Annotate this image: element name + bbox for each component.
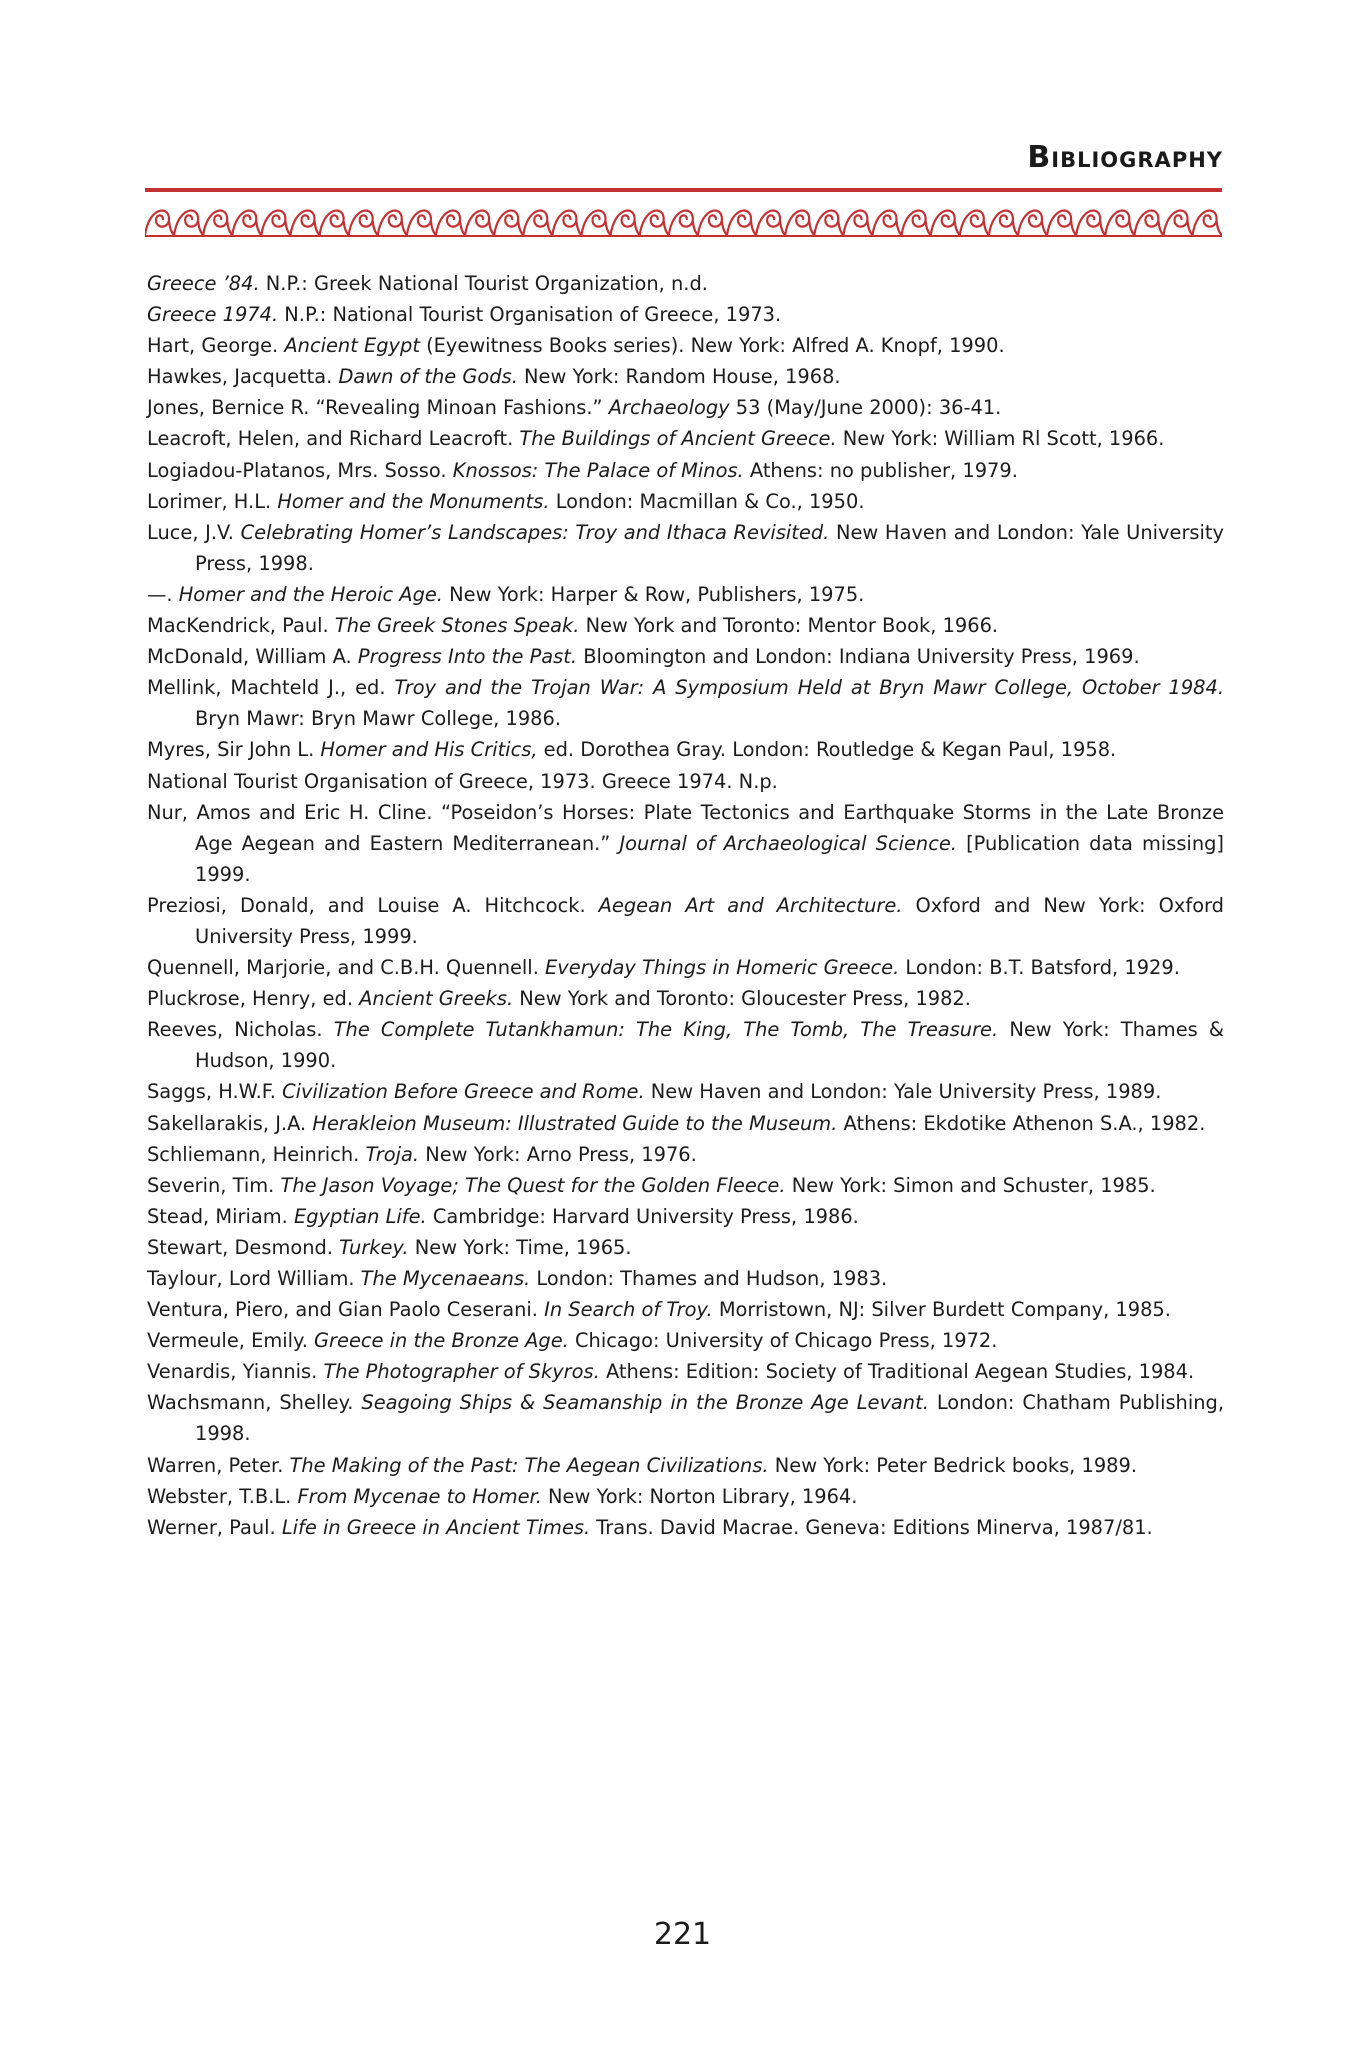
ornament-wave: [1047, 211, 1076, 235]
ornament-wave: [378, 211, 407, 235]
entry-text: New York: Random House, 1968.: [517, 365, 841, 389]
ornament-wave: [407, 211, 436, 235]
entry-text: New York: William Rl Scott, 1966.: [836, 427, 1165, 451]
ornament-wave: [902, 211, 931, 235]
entry-text: New York: Harper & Row, Publishers, 1975.: [442, 582, 865, 606]
ornament-wave: [465, 211, 494, 235]
entry-title: Homer and His Critics,: [320, 738, 538, 762]
bibliography-entry: [147, 1076, 1224, 1107]
entry-text: New York: Thames & Hudson, 1990.: [195, 1018, 1231, 1073]
bibliography-entry: [147, 1387, 1231, 1449]
entry-text: New York: Time, 1965.: [408, 1235, 632, 1259]
entry-text: Logiadou-Platanos, Mrs. Sosso.: [147, 458, 453, 482]
entry-text: Myres, Sir John L.: [147, 738, 321, 762]
entry-text: New Haven and London: Yale University Press, 1989.: [644, 1080, 1162, 1104]
entry-title: Life in Greece in Ancient Times.: [281, 1515, 591, 1539]
entry-title: The Jason Voyage; The Quest for the Golden Fleece.: [280, 1173, 786, 1197]
ornament-wave: [203, 211, 232, 235]
entry-text: McDonald, William A.: [147, 645, 358, 669]
entry-text: Athens: Ekdotike Athenon S.A., 1982.: [837, 1111, 1206, 1135]
ornament-wave: [494, 211, 523, 235]
ornament-wave: [640, 211, 669, 235]
entry-text: New York: Arno Press, 1976.: [419, 1142, 697, 1166]
entry-text: London: B.T. Batsford, 1929.: [899, 956, 1180, 980]
ornament-wave: [960, 211, 989, 235]
ornament-wave: [436, 211, 465, 235]
entry-title: Celebrating Homer’s Landscapes: Troy and Ithaca Revisited.: [240, 520, 830, 544]
bibliography-entry: [147, 641, 1224, 672]
entry-text: London: Thames and Hudson, 1983.: [530, 1267, 888, 1290]
bibliography-entry: [147, 517, 1231, 579]
entry-title: Progress Into the Past.: [357, 645, 578, 669]
entry-title: Homer and the Monuments.: [277, 489, 550, 513]
entry-text: N.P.: Greek National Tourist Organization, n.d.: [259, 272, 708, 295]
entry-text: Chicago: University of Chicago Press, 1972.: [568, 1329, 998, 1353]
ornament-wave: [785, 211, 814, 235]
entry-title: Civilization Before Greece and Rome.: [282, 1080, 645, 1104]
ornament-wave: [1105, 211, 1134, 235]
bibliography-entry: [147, 1325, 1224, 1356]
ornament-wave: [873, 211, 902, 235]
bibliography-entry: [147, 1450, 1224, 1481]
entry-text: MacKendrick, Paul.: [147, 614, 335, 638]
bibliography-entry: [147, 672, 1231, 734]
ornament-wave: [349, 211, 378, 235]
entry-title: Ancient Greeks.: [359, 987, 514, 1011]
entry-title: From Mycenae to Homer.: [297, 1484, 542, 1508]
bibliography-entry: [147, 797, 1231, 890]
entry-title: Troy and the Trojan War: A Symposium Held at Bryn Mawr College, October 1984.: [394, 676, 1224, 700]
entry-text: Nur, Amos and Eric H. Cline. “Poseidon’s Horses: Plate Tectonics and Earthquake Storms in the Late Bronze Age Aegean and Eastern Mediterranean.”: [147, 800, 1231, 855]
ornament-wave: [291, 211, 320, 235]
entry-text: Severin, Tim.: [147, 1173, 281, 1197]
bibliography-entry: [147, 1108, 1224, 1139]
bibliography-entry: [147, 1512, 1224, 1543]
running-head-title: Bibliography: [1027, 140, 1223, 175]
bibliography-entry: [147, 579, 1224, 610]
ornament-wave: [1018, 211, 1047, 235]
ornament-wave: [145, 211, 174, 235]
entry-title: The Buildings of Ancient Greece.: [519, 427, 837, 451]
entry-text: Wachsmann, Shelley.: [147, 1391, 362, 1415]
entry-text: New York and Toronto: Gloucester Press, 1982.: [513, 987, 971, 1011]
bibliography-entry: [147, 486, 1224, 517]
entry-title: Turkey.: [339, 1235, 409, 1259]
entry-title: Ancient Egypt: [284, 334, 420, 358]
bibliography-entry: [147, 330, 1224, 361]
ornament-wave: [1193, 211, 1222, 235]
entry-text: Warren, Peter.: [147, 1453, 290, 1477]
entry-title: Greece in the Bronze Age.: [314, 1329, 569, 1353]
entry-text: Luce, J.V.: [147, 520, 241, 544]
entry-text: Hawkes, Jacquetta.: [147, 365, 339, 389]
entry-text: —.: [147, 582, 179, 606]
bibliography-entry: [147, 1139, 1224, 1170]
entry-text: New York: Simon and Schuster, 1985.: [785, 1173, 1156, 1197]
ornament-wave: [814, 211, 843, 235]
header-rule: [145, 188, 1222, 192]
ornament-wave: [582, 211, 611, 235]
ornament-wave: [261, 211, 290, 235]
entry-text: ed. Dorothea Gray. London: Routledge & Kegan Paul, 1958.: [537, 738, 1117, 762]
entry-text: Cambridge: Harvard University Press, 1986.: [426, 1204, 859, 1228]
ornament-wave: [232, 211, 261, 235]
entry-title: The Greek Stones Speak.: [334, 614, 580, 638]
bibliography-entry: [147, 1263, 1224, 1294]
entry-text: Preziosi, Donald, and Louise A. Hitchcock.: [147, 893, 599, 917]
entry-title: Greece 1974.: [147, 303, 279, 327]
bibliography-entry: [147, 299, 1224, 330]
ornament-wave: [552, 211, 581, 235]
entry-text: Athens: Edition: Society of Traditional Aegean Studies, 1984.: [599, 1360, 1195, 1384]
entry-text: London: Chatham Publishing, 1998.: [195, 1391, 1231, 1446]
entry-title: Journal of Archaeological Science.: [619, 831, 957, 855]
bibliography-entry: [147, 392, 1224, 423]
entry-title: Dawn of the Gods.: [338, 365, 518, 389]
bibliography-entry: [147, 610, 1224, 641]
entry-title: Everyday Things in Homeric Greece.: [545, 956, 900, 980]
entry-text: N.P.: National Tourist Organisation of Greece, 1973.: [278, 303, 782, 327]
entry-title: Herakleion Museum: Illustrated Guide to the Museum.: [312, 1111, 838, 1135]
entry-text: Athens: no publisher, 1979.: [743, 458, 1018, 482]
entry-text: New Haven and London: Yale University Press, 1998.: [195, 520, 1231, 575]
ornament-wave: [669, 211, 698, 235]
entry-text: Mellink, Machteld J., ed.: [147, 676, 395, 700]
bibliography-entry: [147, 268, 1224, 299]
bibliography-entry: [147, 952, 1224, 983]
entry-text: Ventura, Piero, and Gian Paolo Ceserani.: [147, 1298, 545, 1322]
ornament-wave: [727, 211, 756, 235]
entry-text: Bryn Mawr: Bryn Mawr College, 1986.: [195, 676, 1231, 731]
entry-text: Lorimer, H.L.: [147, 489, 278, 513]
ornament-wave: [1134, 211, 1163, 235]
entry-text: New York: Peter Bedrick books, 1989.: [768, 1453, 1138, 1477]
entry-title: Seagoing Ships & Seamanship in the Bronze Age Levant.: [361, 1391, 929, 1415]
entry-title: The Complete Tutankhamun: The King, The Tomb, The Treasure.: [333, 1018, 999, 1042]
ornament-wave: [320, 211, 349, 235]
entry-text: Stewart, Desmond.: [147, 1235, 340, 1259]
ornament-wave: [989, 211, 1018, 235]
meander-border-ornament: [145, 199, 1222, 239]
bibliography-entry: [147, 766, 1224, 797]
entry-text: Quennell, Marjorie, and C.B.H. Quennell.: [147, 956, 546, 980]
bibliography-entry: [147, 1170, 1224, 1201]
ornament-wave: [523, 211, 552, 235]
entry-text: Morristown, NJ: Silver Burdett Company, 1985.: [712, 1298, 1171, 1322]
bibliography-entry: [147, 455, 1224, 486]
entry-text: New York: Norton Library, 1964.: [541, 1484, 858, 1508]
entry-text: Werner, Paul.: [147, 1515, 282, 1539]
bibliography-entry: [147, 734, 1224, 765]
entry-text: Jones, Bernice R. “Revealing Minoan Fashions.”: [147, 396, 609, 420]
ornament-wave: [756, 211, 785, 235]
bibliography-entry: [147, 983, 1224, 1014]
entry-title: Greece ’84.: [147, 272, 260, 295]
bibliography-entry: [147, 890, 1231, 952]
entry-text: Stead, Miriam.: [147, 1204, 294, 1228]
bibliography-entry: [147, 1014, 1231, 1076]
bibliography-entry: [147, 1481, 1224, 1512]
entry-text: Vermeule, Emily.: [147, 1329, 315, 1353]
entry-text: Webster, T.B.L.: [147, 1484, 298, 1508]
entry-title: Archaeology: [608, 396, 730, 420]
entry-text: London: Macmillan & Co., 1950.: [549, 489, 865, 513]
ornament-wave: [611, 211, 640, 235]
entry-text: Venardis, Yiannis.: [147, 1360, 324, 1384]
ornament-wave: [698, 211, 727, 235]
entry-text: Taylour, Lord William.: [147, 1267, 361, 1290]
ornament-wave: [174, 211, 203, 235]
entry-title: The Mycenaeans.: [360, 1267, 531, 1290]
entry-text: Reeves, Nicholas.: [147, 1018, 334, 1042]
entry-text: Sakellarakis, J.A.: [147, 1111, 313, 1135]
page-number: 221: [653, 1917, 712, 1952]
entry-title: The Making of the Past: The Aegean Civilizations.: [289, 1453, 769, 1477]
entry-text: (Eyewitness Books series). New York: Alfred A. Knopf, 1990.: [419, 334, 1005, 358]
entry-text: Pluckrose, Henry, ed.: [147, 987, 360, 1011]
entry-title: Egyptian Life.: [293, 1204, 427, 1228]
entry-text: Leacroft, Helen, and Richard Leacroft.: [147, 427, 520, 451]
bibliography-entry: [147, 1232, 1224, 1263]
ornament-wave: [931, 211, 960, 235]
entry-title: Knossos: The Palace of Minos.: [452, 458, 744, 482]
bibliography-entry: [147, 1356, 1224, 1387]
entry-text: New York and Toronto: Mentor Book, 1966.: [579, 614, 999, 638]
entry-text: Oxford and New York: Oxford University Press, 1999.: [195, 893, 1231, 948]
entry-text: National Tourist Organisation of Greece, 1973. Greece 1974. N.p.: [147, 769, 778, 793]
bibliography-entry: [147, 361, 1224, 392]
entry-text: Saggs, H.W.F.: [147, 1080, 283, 1104]
bibliography-list: [147, 268, 1231, 1543]
entry-text: Schliemann, Heinrich.: [147, 1142, 366, 1166]
entry-text: [Publication data missing] 1999.: [195, 831, 1231, 886]
ornament-wave: [1076, 211, 1105, 235]
entry-title: Homer and the Heroic Age.: [178, 582, 443, 606]
entry-text: Bloomington and London: Indiana University Press, 1969.: [577, 645, 1140, 669]
ornament-wave: [1164, 211, 1193, 235]
bibliography-entry: [147, 1201, 1224, 1232]
entry-title: The Photographer of Skyros.: [323, 1360, 600, 1384]
entry-title: Aegean Art and Architecture.: [598, 893, 903, 917]
ornament-wave: [843, 211, 872, 235]
entry-text: 53 (May/June 2000): 36-41.: [729, 396, 1002, 420]
entry-title: Troja.: [365, 1142, 420, 1166]
entry-title: In Search of Troy.: [544, 1298, 713, 1322]
entry-text: Hart, George.: [147, 334, 285, 358]
bibliography-entry: [147, 1294, 1224, 1325]
bibliography-entry: [147, 423, 1224, 454]
entry-text: Trans. David Macrae. Geneva: Editions Minerva, 1987/81.: [590, 1515, 1153, 1539]
